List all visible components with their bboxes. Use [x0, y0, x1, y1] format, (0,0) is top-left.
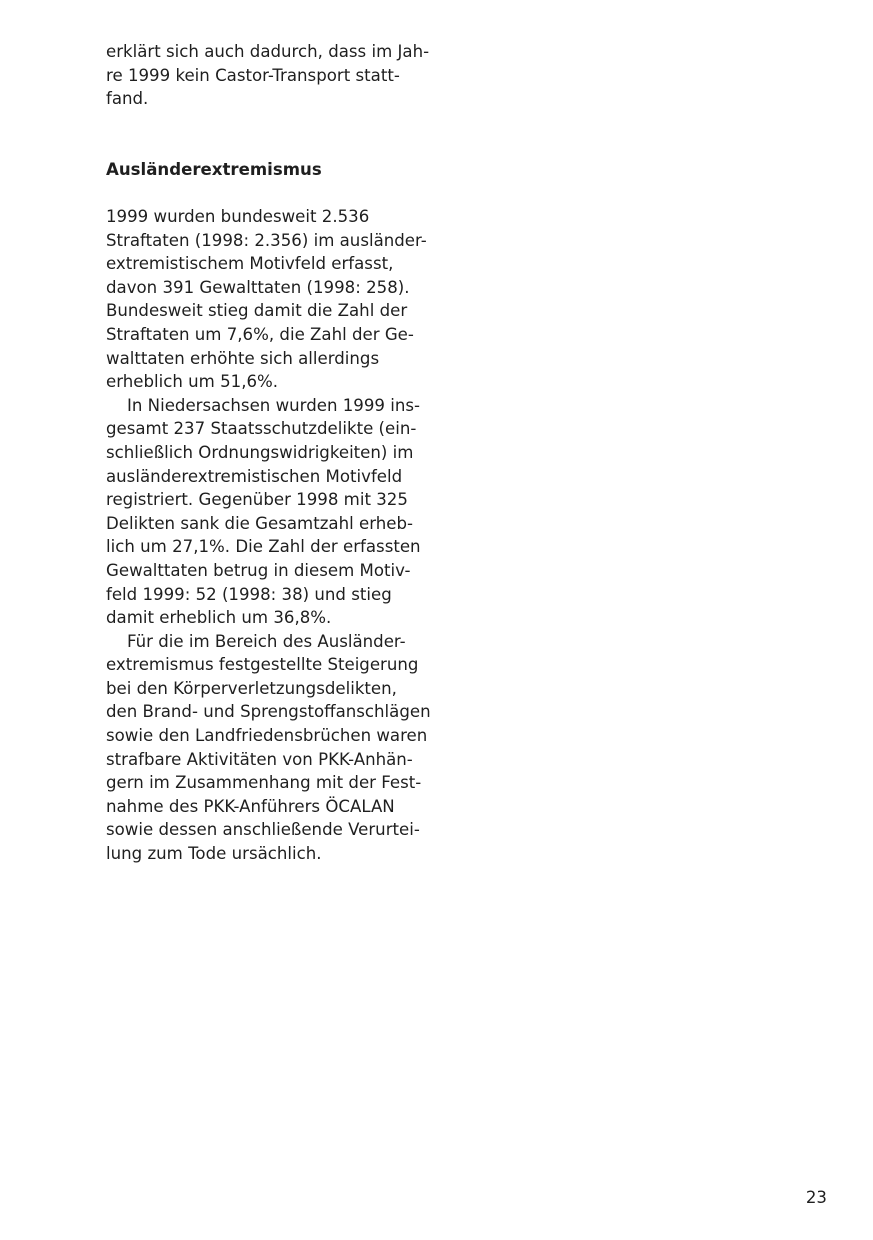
text-line: Straftaten um 7,6%, die Zahl der Ge- — [106, 324, 414, 344]
text-line: feld 1999: 52 (1998: 38) und stieg — [106, 584, 392, 604]
text-line: damit erheblich um 36,8%. — [106, 608, 332, 628]
text-line: 1999 wurden bundesweit 2.536 — [106, 207, 370, 226]
intro-paragraph — [106, 40, 451, 111]
page-number: 23 — [805, 1188, 827, 1207]
text-line: sowie den Landfriedensbrüchen waren — [106, 726, 428, 746]
text-line: fand. — [106, 89, 149, 109]
text-line: Bundesweit stieg damit die Zahl der — [106, 301, 408, 321]
text-line: In Niedersachsen wurden 1999 ins- — [127, 395, 420, 415]
text-line: schließlich Ordnungswidrigkeiten) im — [106, 442, 414, 462]
text-line: walttaten erhöhte sich allerdings — [106, 348, 380, 368]
text-line: registriert. Gegenüber 1998 mit 325 — [106, 490, 408, 510]
text-line: erklärt sich auch dadurch, dass im Jah- — [106, 42, 430, 61]
section-body — [106, 205, 451, 866]
text-line: re 1999 kein Castor-Transport statt- — [106, 65, 400, 85]
text-line: Straftaten (1998: 2.356) im ausländer- — [106, 230, 427, 250]
text-line: Für die im Bereich des Ausländer- — [127, 631, 406, 651]
paragraph-1 — [106, 205, 451, 394]
text-line: sowie dessen anschließende Verurtei- — [106, 820, 420, 840]
paragraph-3 — [106, 630, 451, 866]
text-line: lich um 27,1%. Die Zahl der erfassten — [106, 537, 421, 557]
text-line: nahme des PKK-Anführers ÖCALAN — [106, 796, 395, 816]
text-line: davon 391 Gewalttaten (1998: 258). — [106, 277, 410, 297]
text-line: strafbare Aktivitäten von PKK-Anhän- — [106, 749, 413, 769]
text-line: extremismus festgestellte Steigerung — [106, 655, 419, 675]
text-line: Gewalttaten betrug in diesem Motiv- — [106, 560, 411, 580]
text-line: erheblich um 51,6%. — [106, 372, 279, 392]
text-line: bei den Körperverletzungsdelikten, — [106, 678, 397, 698]
text-line: gern im Zusammenhang mit der Fest- — [106, 773, 422, 793]
text-line: extremistischem Motivfeld erfasst, — [106, 254, 394, 274]
paragraph-2 — [106, 394, 451, 630]
section-heading: Ausländerextremismus — [106, 160, 322, 179]
text-line: den Brand- und Sprengstoffanschlägen — [106, 702, 431, 722]
text-line: ausländerextremistischen Motivfeld — [106, 466, 403, 486]
text-line: lung zum Tode ursächlich. — [106, 844, 322, 864]
text-line: gesamt 237 Staatsschutzdelikte (ein- — [106, 419, 417, 439]
text-line: Delikten sank die Gesamtzahl erheb- — [106, 513, 413, 533]
